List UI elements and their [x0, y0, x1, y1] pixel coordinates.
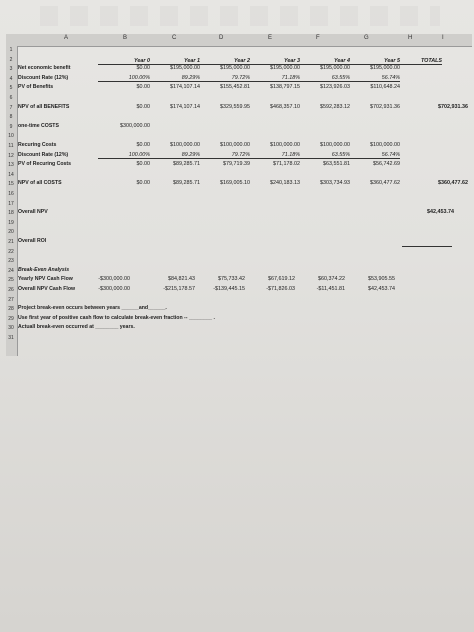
row-label[interactable]: Yearly NPV Cash Flow — [18, 276, 73, 283]
row-label[interactable]: NPV of all BENEFITS — [18, 103, 70, 110]
row-number[interactable]: 20 — [8, 229, 14, 236]
data-cell[interactable]: $110,648.24 — [370, 84, 400, 91]
data-cell[interactable]: $56,742.69 — [373, 161, 400, 168]
data-cell[interactable]: -$11,451.81 — [316, 286, 345, 292]
data-cell[interactable]: 56.74% — [348, 75, 400, 82]
col-header-g[interactable]: G — [364, 35, 369, 41]
row-7 — [18, 104, 468, 113]
row-label[interactable]: one-time COSTS — [18, 122, 59, 129]
col-header-i[interactable]: I — [442, 35, 444, 41]
roi-blank-line — [402, 246, 452, 247]
data-cell[interactable]: 79.72% — [198, 75, 250, 82]
data-cell[interactable]: $71,178.02 — [273, 161, 300, 168]
row-label[interactable]: Actuall break-even occurred at ________ years. — [18, 324, 135, 331]
col-header-a[interactable]: A — [64, 35, 69, 41]
row-number[interactable]: 11 — [8, 143, 14, 149]
data-cell[interactable]: $100,000.00 — [320, 142, 350, 148]
header-year2[interactable]: Year 2 — [198, 58, 250, 65]
row-label[interactable]: Recuring Costs — [18, 142, 57, 148]
data-cell[interactable]: 63.55% — [298, 152, 350, 159]
data-cell[interactable]: $0.00 — [136, 180, 150, 187]
row-label[interactable]: Overall NPV Cash Flow — [18, 286, 76, 292]
row-3 — [18, 65, 468, 74]
data-cell[interactable]: $468,357.10 — [270, 103, 300, 110]
row-label[interactable]: NPV of all COSTS — [18, 180, 62, 187]
data-cell[interactable]: 79.72% — [198, 152, 250, 159]
row-number[interactable]: 28 — [8, 306, 14, 313]
row-12 — [18, 152, 468, 161]
row-label[interactable]: Use first year of positive cash flow to calculate break-even fraction -- ________ . — [18, 314, 215, 321]
row-number[interactable]: 29 — [8, 315, 14, 322]
data-cell[interactable]: 71.18% — [248, 152, 300, 159]
row-label[interactable]: PV of Benefits — [18, 84, 54, 91]
data-cell[interactable]: -$300,000.00 — [98, 276, 130, 283]
row-number[interactable]: 30 — [8, 325, 14, 332]
data-cell[interactable]: $592,283.12 — [320, 103, 350, 110]
column-header-bar — [6, 34, 472, 47]
row-number[interactable]: 1 — [9, 47, 13, 53]
data-cell[interactable]: $67,619.12 — [268, 276, 295, 283]
data-cell[interactable]: -$215,178.57 — [163, 286, 195, 292]
row-label[interactable]: Project break-even occurs between years ______and______. — [18, 305, 167, 312]
col-header-b[interactable]: B — [123, 35, 128, 41]
header-year0[interactable]: Year 0 — [98, 58, 150, 65]
row-5 — [18, 84, 468, 93]
data-cell[interactable]: $100,000.00 — [370, 142, 400, 148]
data-cell[interactable]: $195,000.00 — [220, 65, 250, 72]
row-label[interactable]: Net economic benefit — [18, 65, 71, 72]
data-cell[interactable]: $42,453.74 — [368, 286, 395, 292]
row-number[interactable]: 14 — [8, 171, 14, 178]
data-cell[interactable]: $240,183.13 — [270, 180, 300, 187]
total-cell[interactable]: $42,453.74 — [427, 209, 454, 216]
row-number[interactable]: 25 — [8, 277, 14, 284]
row-number[interactable]: 6 — [9, 95, 13, 101]
row-number[interactable]: 22 — [8, 248, 14, 255]
data-cell[interactable]: $0.00 — [136, 161, 150, 168]
row-29 — [18, 315, 468, 324]
data-cell[interactable]: $195,000.00 — [270, 65, 300, 72]
col-header-d[interactable]: D — [219, 35, 224, 41]
col-header-e[interactable]: E — [268, 35, 273, 41]
header-year4[interactable]: Year 4 — [298, 58, 350, 65]
row-15 — [18, 180, 468, 189]
row-25 — [18, 276, 468, 285]
row-26 — [18, 286, 468, 295]
header-year5[interactable]: Year 5 — [348, 58, 400, 65]
row-label[interactable]: Overall NPV — [18, 209, 48, 216]
col-header-f[interactable]: F — [316, 35, 320, 41]
data-cell[interactable]: $0.00 — [136, 84, 150, 91]
row-label[interactable]: PV of Recuring Costs — [18, 161, 72, 168]
row-number[interactable]: 8 — [9, 114, 13, 121]
data-cell[interactable]: $60,374.22 — [318, 276, 345, 283]
row-label[interactable]: Break-Even Analysis — [18, 266, 70, 273]
data-cell[interactable]: $174,107.14 — [170, 84, 200, 91]
data-cell[interactable]: 100.00% — [98, 152, 150, 159]
row-number[interactable]: 3 — [9, 66, 13, 73]
row-number[interactable]: 21 — [8, 239, 14, 245]
row-13 — [18, 161, 468, 170]
data-cell[interactable]: $123,926.03 — [320, 84, 350, 91]
data-cell[interactable]: $53,905.55 — [368, 276, 395, 283]
total-cell[interactable]: $702,931.36 — [438, 103, 468, 110]
data-cell[interactable]: $89,285.71 — [173, 180, 200, 187]
data-cell[interactable]: $300,000.00 — [120, 122, 150, 129]
header-totals[interactable]: TOTALS — [390, 58, 442, 65]
row-30 — [18, 324, 468, 333]
row-4 — [18, 75, 468, 84]
data-cell[interactable]: $84,821.43 — [168, 276, 195, 283]
row-number[interactable]: 16 — [8, 191, 14, 197]
data-cell[interactable]: $0.00 — [136, 65, 150, 72]
row-number[interactable]: 19 — [8, 219, 14, 226]
row-number[interactable]: 24 — [8, 267, 14, 274]
data-cell[interactable]: $138,797.15 — [270, 84, 300, 91]
data-cell[interactable]: $63,551.81 — [323, 161, 350, 168]
row-18 — [18, 209, 468, 218]
data-cell[interactable]: 56.74% — [348, 152, 400, 159]
data-cell[interactable]: $79,719.39 — [223, 161, 250, 168]
row-11 — [18, 142, 468, 151]
data-cell[interactable]: $174,107.14 — [170, 103, 200, 110]
data-cell[interactable]: $0.00 — [136, 142, 150, 148]
data-cell[interactable]: $100,000.00 — [170, 142, 200, 148]
row-number[interactable]: 9 — [9, 123, 13, 130]
row-24 — [18, 267, 468, 276]
data-cell[interactable]: $89,285.71 — [173, 161, 200, 168]
row-number[interactable]: 4 — [9, 75, 13, 82]
header-year3[interactable]: Year 3 — [248, 58, 300, 65]
row-number[interactable]: 27 — [8, 296, 14, 303]
data-cell[interactable]: 71.18% — [248, 75, 300, 82]
row-number[interactable]: 26 — [8, 287, 14, 293]
row-number[interactable]: 10 — [8, 133, 14, 140]
data-cell[interactable]: $702,931.36 — [370, 103, 400, 110]
data-cell[interactable]: $329,559.95 — [220, 103, 250, 110]
data-cell[interactable]: 100.00% — [98, 75, 150, 82]
bleed-through-text — [40, 6, 440, 26]
row-label[interactable]: Discount Rate (12%) — [18, 74, 69, 81]
data-cell[interactable]: 89.29% — [148, 152, 200, 159]
row-number[interactable]: 23 — [8, 258, 14, 265]
row-number[interactable]: 7 — [9, 104, 13, 111]
data-cell[interactable]: -$139,445.15 — [213, 286, 245, 292]
row-number[interactable]: 5 — [9, 85, 13, 92]
row-label[interactable]: Overall ROI — [18, 238, 47, 244]
row-number[interactable]: 12 — [8, 152, 14, 159]
row-number[interactable]: 31 — [8, 335, 14, 341]
row-number[interactable]: 15 — [8, 181, 14, 188]
data-cell[interactable]: $360,477.62 — [370, 180, 400, 187]
data-cell[interactable]: $100,000.00 — [270, 142, 300, 148]
data-cell[interactable]: $100,000.00 — [220, 142, 250, 148]
data-cell[interactable]: $0.00 — [136, 103, 150, 110]
row-28 — [18, 305, 468, 314]
col-header-h[interactable]: H — [408, 35, 413, 41]
header-year1[interactable]: Year 1 — [148, 58, 200, 65]
data-cell[interactable]: $303,734.93 — [320, 180, 350, 187]
data-cell[interactable]: $195,000.00 — [370, 65, 400, 72]
row-21 — [18, 238, 468, 247]
row-label[interactable]: Discount Rate (12%) — [18, 151, 69, 158]
spreadsheet — [6, 34, 472, 356]
data-cell[interactable]: -$300,000.00 — [98, 286, 130, 292]
row-number[interactable]: 2 — [9, 56, 13, 63]
row-9 — [18, 123, 468, 132]
row-number[interactable]: 13 — [8, 162, 14, 169]
data-cell[interactable]: $75,733.42 — [218, 276, 245, 283]
data-cell[interactable]: $195,000.00 — [320, 65, 350, 72]
data-cell[interactable]: $169,005.10 — [220, 180, 250, 187]
data-cell[interactable]: $155,452.81 — [220, 84, 250, 91]
data-cell[interactable]: -$71,826.03 — [266, 286, 295, 292]
data-cell[interactable]: 63.55% — [298, 75, 350, 82]
row-number[interactable]: 18 — [8, 210, 14, 217]
col-header-c[interactable]: C — [172, 35, 177, 41]
total-cell[interactable]: $360,477.62 — [438, 180, 468, 187]
data-cell[interactable]: 89.29% — [148, 75, 200, 82]
data-cell[interactable]: $195,000.00 — [170, 65, 200, 72]
row-number[interactable]: 17 — [8, 200, 14, 207]
